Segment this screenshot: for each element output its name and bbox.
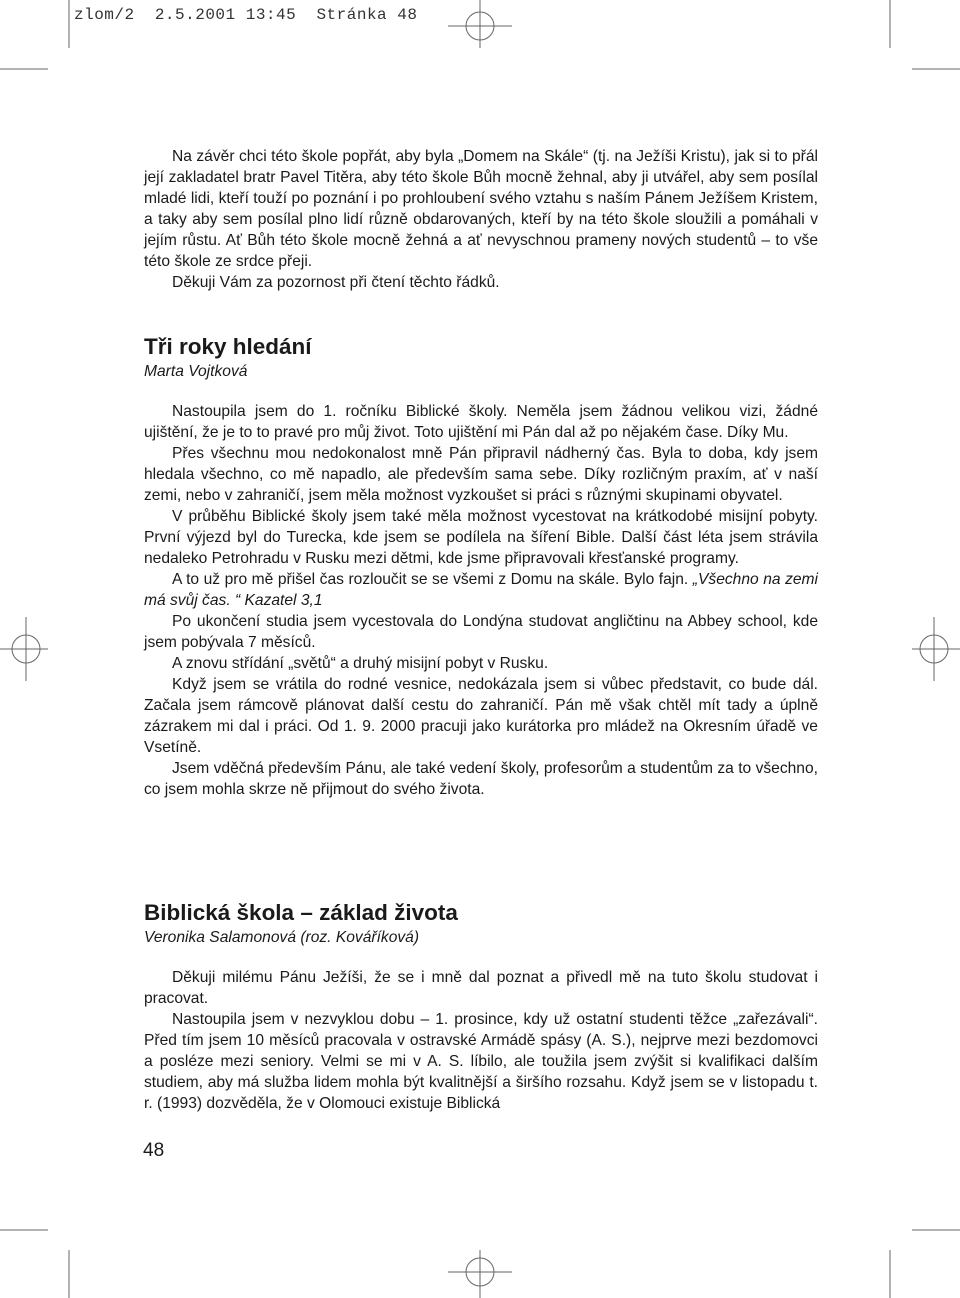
article-paragraph: Nastoupila jsem v nezvyklou dobu – 1. prosince, kdy už ostatní studenti těžce „zařezávali“. Před tím jsem 10 měsíců pracovala v ostravské Armádě spásy (A. S.), nejprve mezi bezdomovci a posléze mezi seniory. Velmi se mi v A. S. líbilo, ale toužila jsem zvýšit si kvalifikaci dalším studiem, aby má služba lidem mohla být kvalitnější a širšího rozsahu. Když jsem se v listopadu t. r. (1993) dozvěděla, že v Olomouci existuje Biblická [144,1011,818,1112]
print-slug-line: zlom/2 2.5.2001 13:45 Stránka 48 [74,6,418,24]
article-biblicka-skola [144,899,818,1114]
intro-paragraph: Na závěr chci této škole popřát, aby byla „Domem na Skále“ (tj. na Ježíši Kristu), jak si to přál její zakladatel bratr Pavel Titěra, aby této škole Bůh mocně žehnal, aby ji utvářel, aby sem posílal mladé lidi, kteří touží po poznání i po prohloubení svého vztahu s naším Pánem Ježíšem Kristem, a taky aby sem posílal plno lidí různě obdarovaných, kteří by na této škole sloužili a pomáhali v jejím růstu. Ať Bůh této škole mocně žehná a ať nevyschnou prameny nových studentů – to vše této škole ze srdce přeji. [144,148,818,270]
article-title: Biblická škola – základ života [144,900,458,925]
article-paragraph: Děkuji milému Pánu Ježíši, že se i mně dal poznat a přivedl mě na tuto školu studovat i pracovat. [144,969,818,1007]
intro-text [144,146,818,293]
article-paragraph: Jsem vděčná především Pánu, ale také vedení školy, profesorům a studentům za to všechno, co jsem mohla skrze ně přijmout do svého života. [144,760,818,798]
registration-mark-top [448,0,512,48]
article-author: Veronika Salamonová (roz. Kováříková) [144,929,420,946]
article-paragraph: A znovu střídání „světů“ a druhý misijní pobyt v Rusku. [172,655,549,672]
article-author: Marta Vojtková [144,363,248,380]
article-paragraph: Přes všechnu mou nedokonalost mně Pán připravil nádherný čas. Byla to doba, kdy jsem hledala všechno, co mě napadlo, ale především sama sebe. Díky rozličným praxím, ať v naší zemi, nebo v zahraničí, jsem měla možnost vyzkoušet si práci s různými skupinami obyvatel. [144,445,818,504]
bible-quote: „Všechno na zemi má svůj čas. “ Kazatel 3,1 [144,571,819,609]
registration-mark-right [912,617,960,681]
article-tri-roky-hledani [144,333,818,800]
article-paragraph: V průběhu Biblické školy jsem také měla možnost vycestovat na krátkodobé misijní pobyty. První výjezd byl do Turecka, kde jsem se podílela na šíření Bible. Další část léta jsem strávila nedaleko Petrohradu v Rusku mezi dětmi, kde jsme připravovali křesťanské programy. [144,508,818,567]
article-paragraph: Nastoupila jsem do 1. ročníku Biblické školy. Neměla jsem žádnou velikou vizi, žádné ujištění, že je to to pravé pro můj život. Toto ujištění mi Pán dal až po nějakém čase. Díky Mu. [144,403,818,441]
article-paragraph-quote [144,569,818,611]
article-paragraph: Po ukončení studia jsem vycestovala do Londýna studovat angličtinu na Abbey school, kde jsem pobývala 7 měsíců. [144,613,818,651]
page-number: 48 [143,1140,165,1161]
intro-paragraph: Děkuji Vám za pozornost při čtení těchto řádků. [172,274,500,291]
registration-mark-bottom [448,1250,512,1298]
quote-lead: A to už pro mě přišel čas rozloučit se se všemi z Domu na skále. Bylo fajn. [172,571,693,588]
article-paragraph: Když jsem se vrátila do rodné vesnice, nedokázala jsem si vůbec představit, co bude dál. Začala jsem rámcově plánovat další cestu do zahraničí. Pán mě však chtěl mít tady a úplně zázrakem mi dal i práci. Od 1. 9. 2000 pracuji jako kurátorka pro mládež na Okresním úřadě ve Vsetíně. [144,676,818,756]
article-title: Tři roky hledání [144,334,312,359]
registration-mark-left [0,617,48,681]
